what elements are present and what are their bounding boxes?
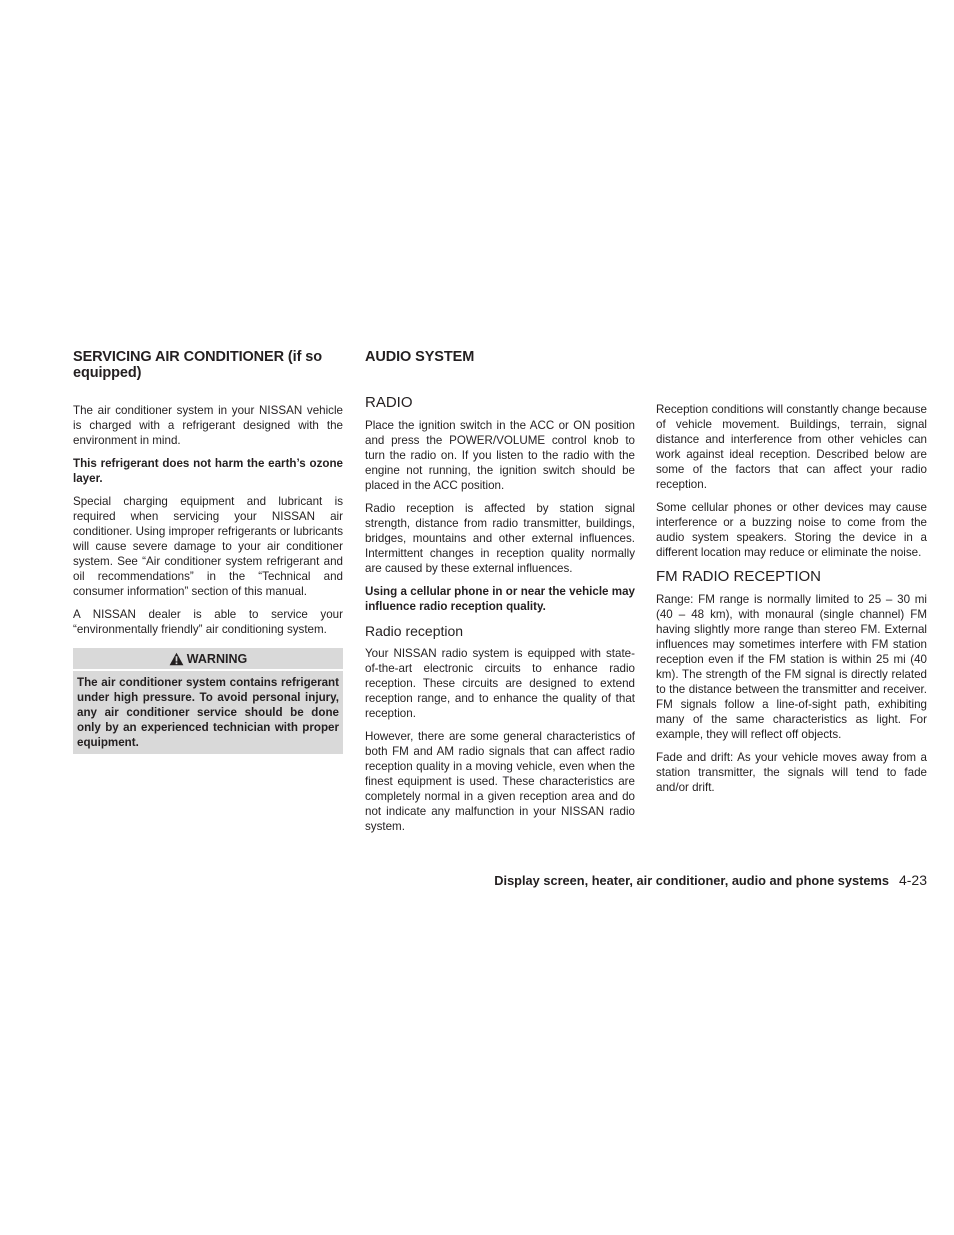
column-servicing-air-conditioner (73, 349, 343, 754)
paragraph-dealer-service: A NISSAN dealer is able to service your “environmentally friendly” air conditioning system. (73, 608, 343, 636)
paragraph-reception-conditions: Reception conditions will constantly change because of vehicle movement. Buildings, terrain, signal distance and interference from other vehicles can work against ideal reception. Described below are some of the factors that can affect your radio reception. (656, 403, 927, 491)
paragraph-ac-refrigerant: The air conditioner system in your NISSAN vehicle is charged with a refrigerant designed with the environment in mind. (73, 404, 343, 447)
sub-heading-radio: RADIO (365, 394, 413, 411)
paragraph-fm-am-characteristics: However, there are some general characteristics of both FM and AM radio signals that can affect radio reception quality in a moving vehicle, even when the finest equipment is used. These characteristics are completely normal in a given reception area and do not indicate any malfunction in your NISSAN radio system. (365, 730, 635, 833)
warning-title (73, 648, 343, 671)
warning-body (73, 671, 343, 754)
paragraph-cellular-interference: Some cellular phones or other devices may cause interference or a buzzing noise to come from the audio system speakers. Storing the device in a different location may reduce or eliminate the noise. (656, 501, 927, 559)
paragraph-reception-affected: Radio reception is affected by station signal strength, distance from radio transmitter, buildings, bridges, mountains and other external influences. Intermittent changes in reception quality normally are caused by these external influences. (365, 502, 635, 575)
paragraph-radio-on: Place the ignition switch in the ACC or ON position and press the POWER/VOLUME control knob to turn the radio on. If you listen to the radio with the engine not running, the ignition switch should be placed in the ACC position. (365, 419, 635, 492)
paragraph-charging-equipment: Special charging equipment and lubricant is required when servicing your NISSAN air conditioner. Using improper refrigerants or lubricants will cause severe damage to your air conditioner system. See “Air conditioner system refrigerant and oil recommendations” in the “Technical and consumer information” section of this manual. (73, 495, 343, 598)
warning-triangle-icon (169, 652, 184, 666)
paragraph-ozone-note: This refrigerant does not harm the earth’s ozone layer. (73, 457, 343, 485)
column-audio-system (365, 349, 635, 842)
warning-box (73, 648, 343, 754)
column-fm-reception (656, 402, 927, 803)
paragraph-fade-drift: Fade and drift: As your vehicle moves away from a station transmitter, the signals will tend to fade and/or drift. (656, 751, 927, 794)
warning-title-text: WARNING (186, 652, 248, 666)
paragraph-cellular-note: Using a cellular phone in or near the vehicle may influence radio reception quality. (365, 585, 635, 613)
paragraph-radio-circuits: Your NISSAN radio system is equipped with state-of-the-art electronic circuits to enhance radio reception. These circuits are designed to extend reception range, and to enhance the quality of that reception. (365, 647, 635, 720)
section-heading-servicing-ac: SERVICING AIR CONDITIONER (if so equipped) (73, 349, 322, 381)
page-footer (494, 872, 927, 888)
warning-text: The air conditioner system contains refrigerant under high pressure. To avoid personal injury, any air conditioner service should be done only by an experienced technician with proper equipment. (77, 676, 339, 749)
footer-chapter-title: Display screen, heater, air conditioner, audio and phone systems (494, 873, 889, 888)
paragraph-fm-range: Range: FM range is normally limited to 25 – 30 mi (40 – 48 km), with monaural (single channel) FM having slightly more range than stereo FM. External influences may sometimes interfere with FM station reception even if the FM station is within 25 mi (40 km). The strength of the FM signal is directly related to the distance between the transmitter and receiver. FM signals follow a line-of-sight path, exhibiting many of the same characteristics as light. For example, they will reflect off objects. (656, 593, 927, 741)
sub-heading-radio-reception: Radio reception (365, 623, 464, 639)
sub-heading-fm-radio-reception: FM RADIO RECEPTION (656, 568, 822, 585)
section-heading-audio-system: AUDIO SYSTEM (365, 349, 475, 365)
footer-page-number: 4-23 (898, 872, 927, 888)
